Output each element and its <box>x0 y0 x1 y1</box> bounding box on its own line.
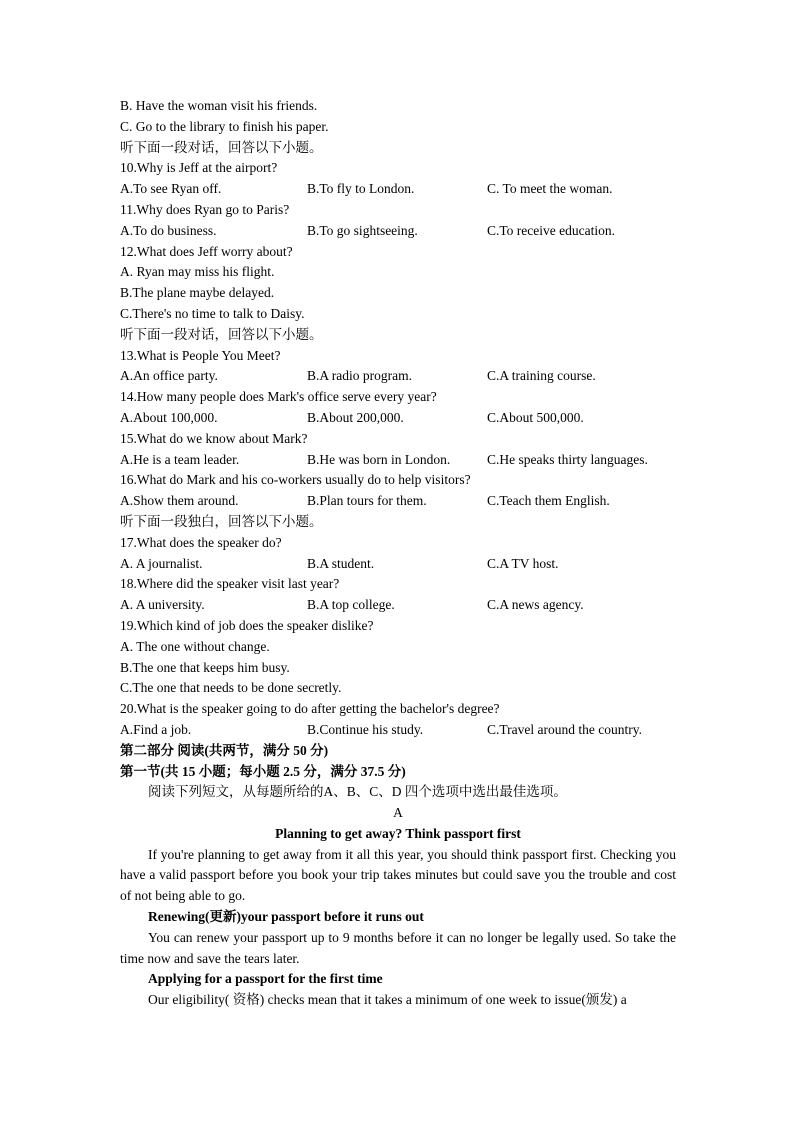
question-line: B. Have the woman visit his friends. <box>120 98 318 113</box>
question-14-options <box>120 408 676 429</box>
passage-paragraph: You can renew your passport up to 9 months before it can no longer be legally used. So take the time now and save the tears later. <box>120 929 676 966</box>
option-b: B.The one that keeps him busy. <box>120 659 290 675</box>
option-b: B.About 200,000. <box>307 409 404 425</box>
option-c: C.He speaks thirty languages. <box>487 451 648 467</box>
option-c: C.There's no time to talk to Daisy. <box>120 305 305 321</box>
option-a: A.An office party. <box>120 368 218 384</box>
passage-subheading: Renewing(更新)your passport before it runs out <box>148 909 424 925</box>
option-c: C.A news agency. <box>487 597 584 613</box>
option-a: A.Find a job. <box>120 721 192 737</box>
option-c: C.The one that needs to be done secretly. <box>120 680 342 696</box>
option-a: A.He is a team leader. <box>120 451 240 467</box>
option-c: C.To receive education. <box>487 222 615 238</box>
question-12: 12.What does Jeff worry about? <box>120 243 293 259</box>
option-c: C.Travel around the country. <box>487 721 642 737</box>
option-b: B.To go sightseeing. <box>307 222 418 238</box>
option-b: B.A student. <box>307 555 375 571</box>
option-b: B.Continue his study. <box>307 721 424 737</box>
listening-instruction: 听下面一段对话，回答以下小题。 <box>120 139 323 155</box>
option-c: C.About 500,000. <box>487 409 584 425</box>
option-b: B.To fly to London. <box>307 181 415 197</box>
passage-title: Planning to get away? Think passport first <box>275 825 521 841</box>
question-14: 14.How many people does Mark's office serve every year? <box>120 389 437 405</box>
option-c: C.A TV host. <box>487 555 559 571</box>
question-13: 13.What is People You Meet? <box>120 347 281 363</box>
passage-letter: A <box>393 805 403 821</box>
passage-paragraph: If you're planning to get away from it all this year, you should think passport first. Checking you have a valid passport before you book your trip takes minutes but could save you the trouble and cost of not being able to go. <box>120 846 676 904</box>
question-16-options <box>120 491 676 512</box>
option-b: B.He was born in London. <box>307 451 451 467</box>
question-13-options <box>120 366 676 387</box>
option-a: A.To see Ryan off. <box>120 181 222 197</box>
option-b: B.The plane maybe delayed. <box>120 285 275 301</box>
option-c: C.A training course. <box>487 368 596 384</box>
passage-paragraph: Our eligibility( 资格) checks mean that it takes a minimum of one week to issue(颁发) a <box>148 992 627 1008</box>
option-c: C. To meet the woman. <box>487 181 613 197</box>
option-a: A. The one without change. <box>120 638 270 654</box>
section1-heading: 第一节(共 15 小题；每小题 2.5 分，满分 37.5 分) <box>120 763 406 779</box>
question-19: 19.Which kind of job does the speaker dislike? <box>120 617 374 633</box>
question-15: 15.What do we know about Mark? <box>120 430 308 446</box>
question-20: 20.What is the speaker going to do after getting the bachelor's degree? <box>120 701 500 717</box>
question-11-options <box>120 221 676 242</box>
question-16: 16.What do Mark and his co-workers usually do to help visitors? <box>120 472 471 488</box>
question-line: C. Go to the library to finish his paper. <box>120 118 329 134</box>
listening-instruction: 听下面一段独白，回答以下小题。 <box>120 513 323 529</box>
option-b: B.Plan tours for them. <box>307 493 427 509</box>
listening-instruction: 听下面一段对话，回答以下小题。 <box>120 326 323 342</box>
option-a: A.Show them around. <box>120 493 239 509</box>
part2-heading: 第二部分 阅读(共两节，满分 50 分) <box>120 742 329 758</box>
option-a: A. A university. <box>120 597 205 613</box>
question-20-options <box>120 720 676 741</box>
question-17: 17.What does the speaker do? <box>120 534 282 550</box>
option-a: A. A journalist. <box>120 555 203 571</box>
option-a: A.About 100,000. <box>120 409 218 425</box>
option-b: B.A top college. <box>307 597 395 613</box>
page-content <box>120 96 676 1011</box>
reading-instruction: 阅读下列短文，从每题所给的A、B、C、D 四个选项中选出最佳选项。 <box>148 784 567 800</box>
question-10-options <box>120 179 676 200</box>
question-18-options <box>120 595 676 616</box>
question-17-options <box>120 554 676 575</box>
option-c: C.Teach them English. <box>487 493 610 509</box>
question-10: 10.Why is Jeff at the airport? <box>120 160 278 176</box>
question-18: 18.Where did the speaker visit last year? <box>120 576 340 592</box>
option-a: A. Ryan may miss his flight. <box>120 264 275 280</box>
option-b: B.A radio program. <box>307 368 412 384</box>
passage-subheading: Applying for a passport for the first time <box>148 971 383 987</box>
option-a: A.To do business. <box>120 222 217 238</box>
question-11: 11.Why does Ryan go to Paris? <box>120 201 290 217</box>
question-15-options <box>120 450 676 471</box>
